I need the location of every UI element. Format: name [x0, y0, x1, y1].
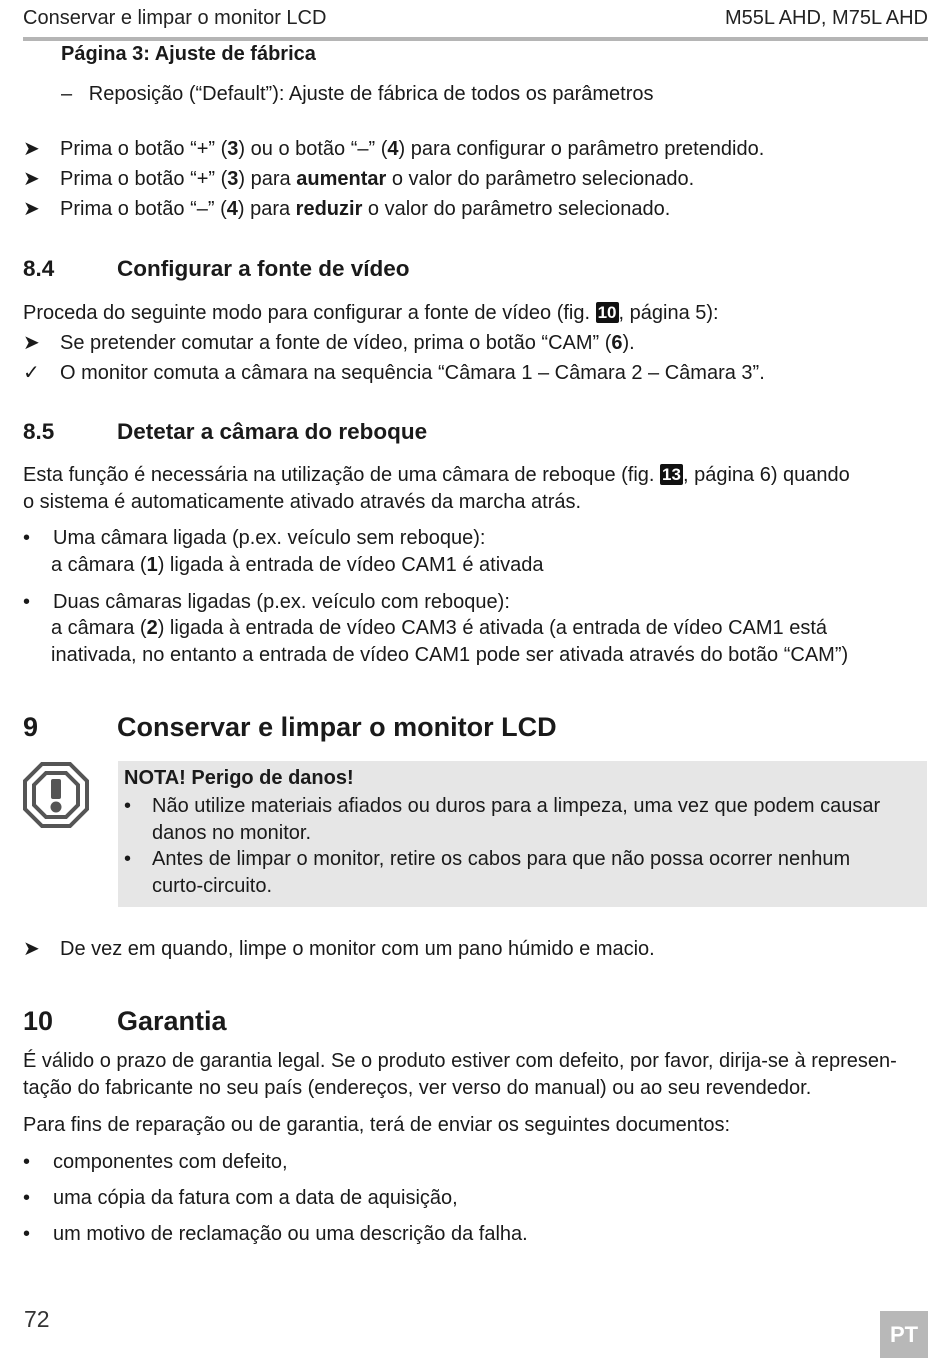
chapter-title: Conservar e limpar o monitor LCD: [117, 712, 557, 742]
page3-item-text: Reposição (“Default”): Ajuste de fábrica de todos os parâmetros: [88, 83, 654, 105]
list-item: • um motivo de reclamação ou uma descrição da falha.: [23, 1223, 528, 1245]
section-number: 8.4: [23, 256, 55, 281]
header-rule: [23, 37, 928, 41]
bullet-icon: •: [23, 1151, 31, 1173]
list-item-line: inativada, no entanto a entrada de vídeo CAM1 pode ser ativada através do botão “CAM”): [51, 644, 849, 666]
step-row: ➤ Prima o botão “+” (3) para aumentar o valor do parâmetro selecionado.: [23, 168, 695, 190]
notice-item-line: danos no monitor.: [152, 822, 311, 844]
paragraph-line: É válido o prazo de garantia legal. Se o produto estiver com defeito, por favor, dirija-se à represen-: [23, 1050, 897, 1072]
arrow-icon: ➤: [23, 168, 40, 190]
step-row: ➤ Prima o botão “–” (4) para reduzir o valor do parâmetro selecionado.: [23, 198, 671, 220]
notice-title: NOTA! Perigo de danos!: [124, 767, 354, 789]
chapter-number: 10: [23, 1006, 54, 1036]
chapter-number: 9: [23, 712, 39, 742]
language-badge: PT: [880, 1311, 928, 1358]
notice-item: • Antes de limpar o monitor, retire os cabos para que não possa ocorrer nenhum: [124, 848, 851, 870]
chapter-heading: [23, 712, 557, 743]
arrow-icon: ➤: [23, 198, 40, 220]
bullet-icon: •: [23, 527, 31, 549]
section-title: Configurar a fonte de vídeo: [117, 256, 410, 281]
step-row: ➤ Se pretender comutar a fonte de vídeo, prima o botão “CAM” (6).: [23, 332, 635, 354]
page3-title: Página 3: Ajuste de fábrica: [61, 43, 316, 65]
result-row: ✓ O monitor comuta a câmara na sequência “Câmara 1 – Câmara 2 – Câmara 3”.: [23, 362, 765, 384]
warning-octagon-icon: [22, 761, 90, 829]
header-title: Conservar e limpar o monitor LCD: [23, 7, 327, 29]
bullet-icon: •: [23, 1187, 31, 1209]
figure-ref-badge: 10: [597, 303, 617, 322]
header-model: M55L AHD, M75L AHD: [724, 7, 928, 29]
check-icon: ✓: [23, 362, 40, 384]
section-heading: [23, 256, 410, 282]
notice-item-line: curto-circuito.: [152, 875, 273, 897]
bullet-icon: •: [23, 591, 31, 613]
list-item: • uma cópia da fatura com a data de aquisição,: [23, 1187, 458, 1209]
section-title: Detetar a câmara do reboque: [117, 419, 428, 444]
list-item: • Duas câmaras ligadas (p.ex. veículo com reboque):: [23, 591, 510, 613]
paragraph-line: tação do fabricante no seu país (endereços, ver verso do manual) ou ao seu revendedor.: [23, 1077, 812, 1099]
step-row: ➤ Prima o botão “+” (3) ou o botão “–” (4) para configurar o parâmetro pretendido.: [23, 138, 765, 160]
list-item: • Uma câmara ligada (p.ex. veículo sem reboque):: [23, 527, 486, 549]
arrow-icon: ➤: [23, 332, 40, 354]
bullet-icon: •: [124, 795, 132, 817]
bullet-icon: •: [23, 1223, 31, 1245]
paragraph: Para fins de reparação ou de garantia, terá de enviar os seguintes documentos:: [23, 1114, 731, 1136]
notice-item: • Não utilize materiais afiados ou duros para a limpeza, uma vez que podem causar: [124, 795, 881, 817]
section-heading: [23, 419, 427, 445]
page3-item: [61, 81, 654, 107]
bullet-icon: •: [124, 848, 132, 870]
arrow-icon: ➤: [23, 138, 40, 160]
step-row: ➤ De vez em quando, limpe o monitor com um pano húmido e macio.: [23, 938, 655, 960]
list-item-line: a câmara (1) ligada à entrada de vídeo CAM1 é ativada: [51, 554, 544, 576]
section-number: 8.5: [23, 419, 55, 444]
list-item-line: a câmara (2) ligada à entrada de vídeo CAM3 é ativada (a entrada de vídeo CAM1 está: [51, 617, 828, 639]
chapter-title: Garantia: [117, 1006, 227, 1036]
page-number: 72: [24, 1306, 50, 1332]
dash-mark: –: [61, 83, 73, 105]
arrow-icon: ➤: [23, 938, 40, 960]
list-item: • componentes com defeito,: [23, 1151, 288, 1173]
chapter-heading: [23, 1006, 227, 1037]
paragraph-line: o sistema é automaticamente ativado através da marcha atrás.: [23, 491, 582, 513]
paragraph: Proceda do seguinte modo para configurar a fonte de vídeo (fig. 10 , página 5):: [23, 302, 719, 324]
figure-ref-badge: 13: [662, 465, 681, 484]
paragraph: Esta função é necessária na utilização de uma câmara de reboque (fig. 13 , página 6) quando: [23, 464, 850, 486]
